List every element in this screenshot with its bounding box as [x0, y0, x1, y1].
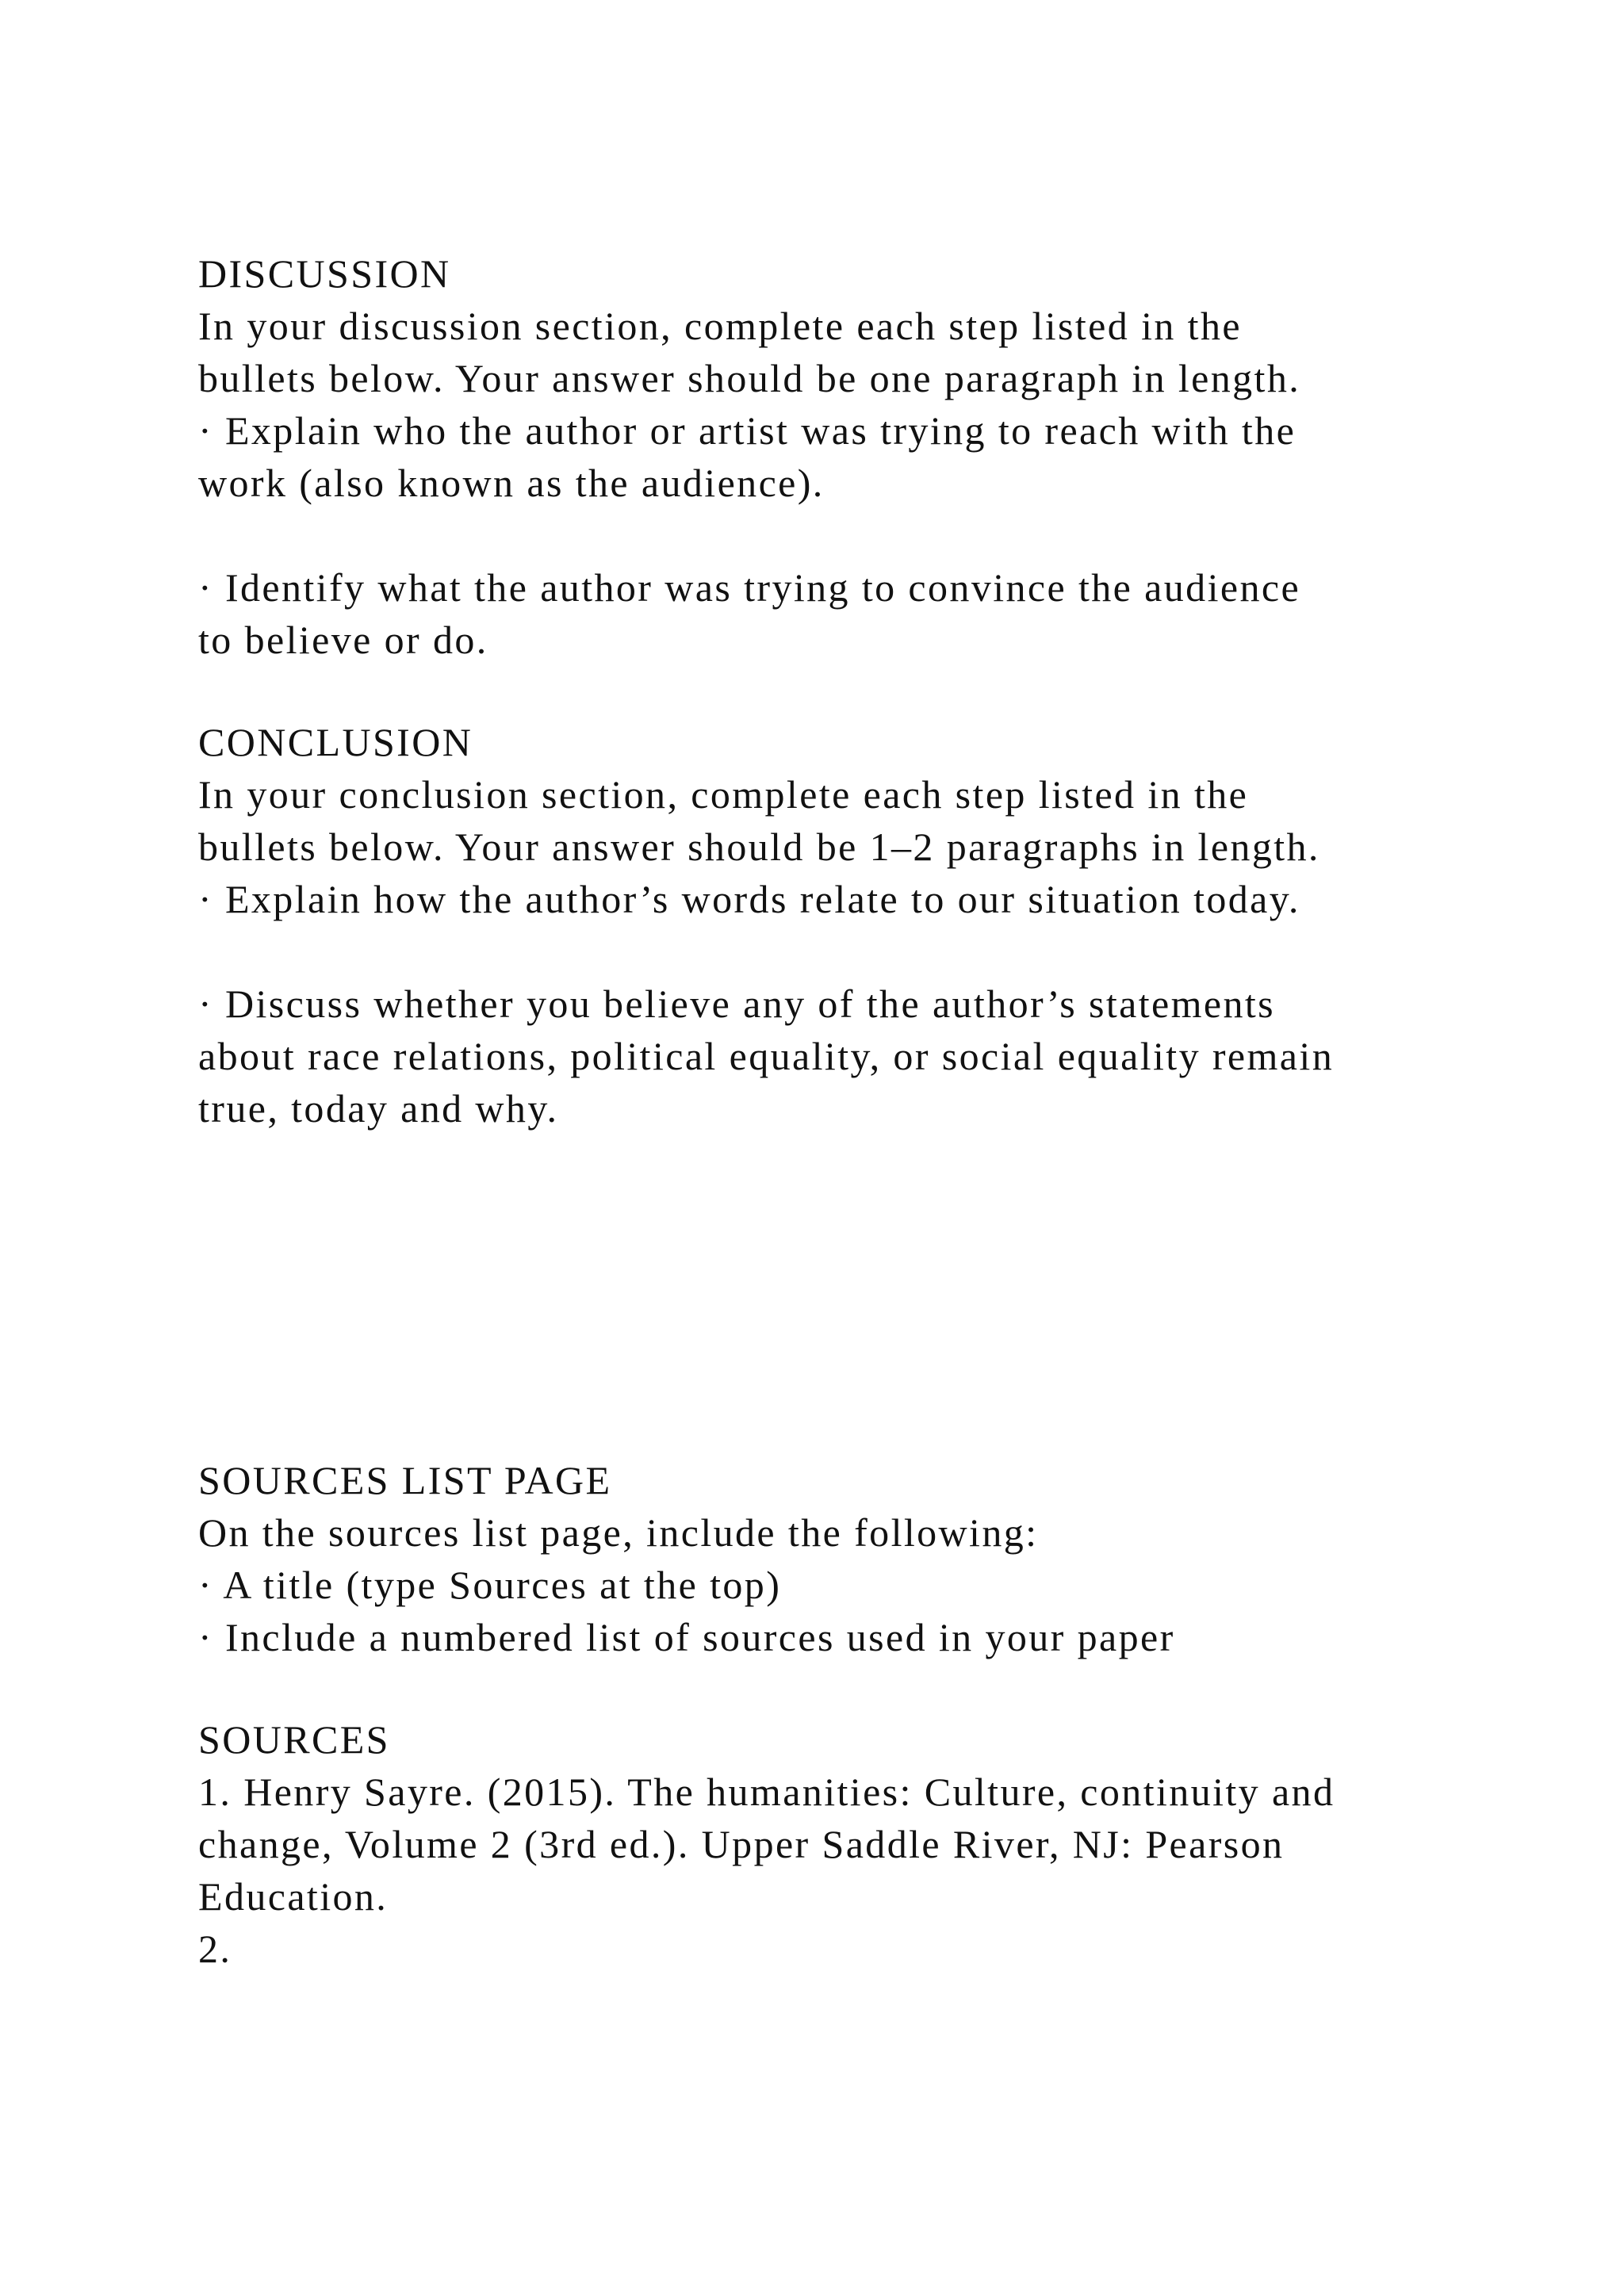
- source-entry-1-cont: change, Volume 2 (3rd ed.). Upper Saddle River, NJ: Pearson: [198, 1822, 1285, 1866]
- sources-list-bullet-title: · A title (type Sources at the top): [198, 1563, 782, 1607]
- conclusion-intro-line: In your conclusion section, complete each step listed in the: [198, 772, 1249, 817]
- sources-section: [198, 1713, 1507, 1975]
- source-entry-1: 1. Henry Sayre. (2015). The humanities: Culture, continuity and: [198, 1770, 1335, 1814]
- discussion-bullet-convince-cont: to believe or do.: [198, 618, 488, 662]
- sources-heading: SOURCES: [198, 1717, 390, 1762]
- paragraph-gap: [198, 925, 1507, 978]
- sources-list-bullet-numbered: · Include a numbered list of sources used in your paper: [198, 1615, 1175, 1659]
- paragraph-gap: [198, 509, 1507, 561]
- source-entry-1-cont: Education.: [198, 1874, 389, 1919]
- conclusion-bullet-discuss-cont: true, today and why.: [198, 1086, 559, 1131]
- conclusion-intro-line: bullets below. Your answer should be 1–2 paragraphs in length.: [198, 825, 1320, 869]
- source-entry-2: 2.: [198, 1927, 232, 1971]
- sources-list-page-section: [198, 1454, 1507, 1663]
- conclusion-bullet-relate: · Explain how the author’s words relate to our situation today.: [198, 877, 1300, 921]
- discussion-intro-line: In your discussion section, complete each step listed in the: [198, 304, 1242, 348]
- discussion-bullet-convince: · Identify what the author was trying to convince the audience: [198, 565, 1301, 610]
- discussion-bullet-audience: · Explain who the author or artist was trying to reach with the: [198, 408, 1297, 453]
- conclusion-bullet-discuss-cont: about race relations, political equality, or social equality remain: [198, 1034, 1335, 1078]
- discussion-section: [198, 247, 1507, 666]
- discussion-intro-line: bullets below. Your answer should be one paragraph in length.: [198, 356, 1301, 400]
- sources-list-page-heading: SOURCES LIST PAGE: [198, 1458, 612, 1502]
- discussion-heading: DISCUSSION: [198, 251, 451, 296]
- sources-list-page-intro: On the sources list page, include the following:: [198, 1510, 1039, 1555]
- conclusion-heading: CONCLUSION: [198, 720, 473, 764]
- conclusion-bullet-discuss: · Discuss whether you believe any of the author’s statements: [198, 982, 1276, 1026]
- conclusion-section: [198, 716, 1507, 1135]
- discussion-bullet-audience-cont: work (also known as the audience).: [198, 461, 825, 505]
